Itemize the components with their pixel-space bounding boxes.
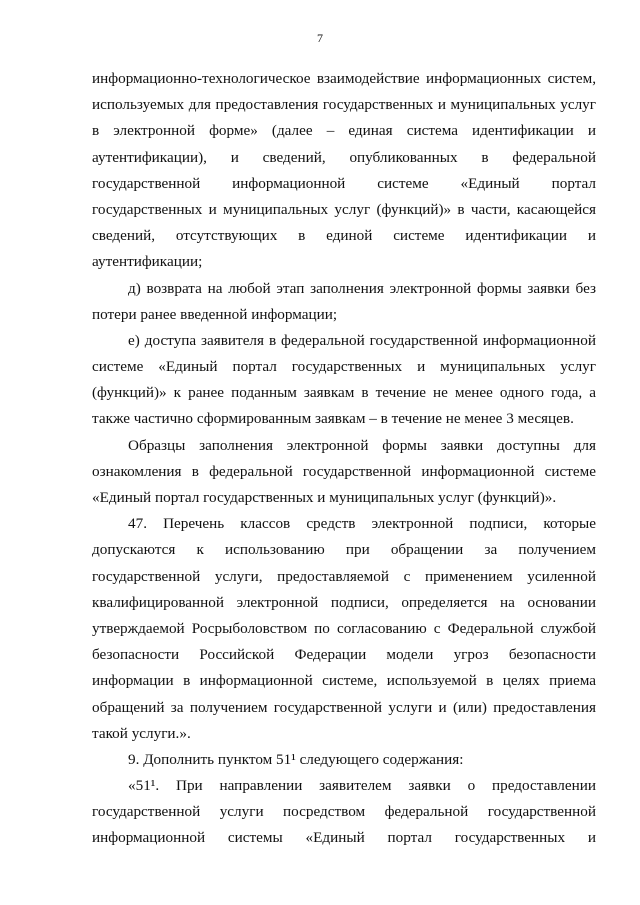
paragraph [92, 773, 596, 852]
text-line: также частично сформированным заявкам – в течение не менее 3 месяцев. [92, 410, 574, 428]
text-line: информационной системы «Единый портал государственных и [92, 829, 596, 847]
text-line: е) доступа заявителя в федеральной государственной информационной [128, 331, 596, 349]
document-body [92, 66, 596, 852]
text-line: в электронной форме» (далее – единая система идентификации и [92, 122, 596, 140]
text-line: «Единый портал государственных и муниципальных услуг (функций)». [92, 489, 557, 506]
text-line: потери ранее введенной информации; [92, 305, 338, 323]
text-line: квалифицированной электронной подписи, определяется на основании [92, 593, 596, 611]
text-line: государственных и муниципальных услуг (функций)» в части, касающейся [92, 200, 596, 218]
text-line: сведений, отсутствующих в единой системе идентификации и [92, 227, 596, 245]
text-line: информационно-технологическое взаимодействие информационных систем, [92, 70, 596, 87]
text-line: государственной услуги, предоставляемой с применением усиленной [92, 567, 596, 585]
paragraph [92, 747, 596, 773]
text-line: такой услуги.». [92, 724, 191, 742]
text-line: государственной информационной системе «Единый портал [92, 174, 596, 192]
text-line: утверждаемой Росрыболовством по согласованию с Федеральной службой [92, 619, 596, 637]
text-line: Образцы заполнения электронной формы заявки доступны для [128, 436, 596, 454]
text-line: обращений за получением государственной услуги и (или) предоставления [92, 698, 596, 716]
paragraph [92, 276, 596, 328]
text-line: допускаются к использованию при обращении за получением [92, 541, 596, 559]
paragraph [92, 511, 596, 747]
text-line: 47. Перечень классов средств электронной подписи, которые [128, 515, 596, 533]
page-number: 7 [317, 31, 323, 45]
text-line: информации в информационной системе, используемой в целях приема [92, 672, 596, 690]
text-line: государственной услуги посредством федеральной государственной [92, 803, 596, 821]
text-line: (функций)» к ранее поданным заявкам в течение не менее одного года, а [92, 384, 596, 402]
text-line: используемых для предоставления государственных и муниципальных услуг [92, 96, 596, 114]
text-line: 9. Дополнить пунктом 51¹ следующего содержания: [128, 750, 464, 768]
text-line: д) возврата на любой этап заполнения электронной формы заявки без [128, 279, 596, 297]
text-line: «51¹. При направлении заявителем заявки о предоставлении [128, 777, 596, 795]
text-line: аутентификации; [92, 253, 203, 271]
paragraph [92, 433, 596, 512]
text-line: аутентификации), и сведений, опубликованных в федеральной [92, 148, 596, 166]
text-line: безопасности Российской Федерации модели угроз безопасности [92, 646, 596, 664]
text-line: системе «Единый портал государственных и муниципальных услуг [92, 358, 596, 376]
paragraph [92, 328, 596, 433]
paragraph [92, 66, 596, 276]
text-line: ознакомления в федеральной государственной информационной системе [92, 462, 596, 480]
